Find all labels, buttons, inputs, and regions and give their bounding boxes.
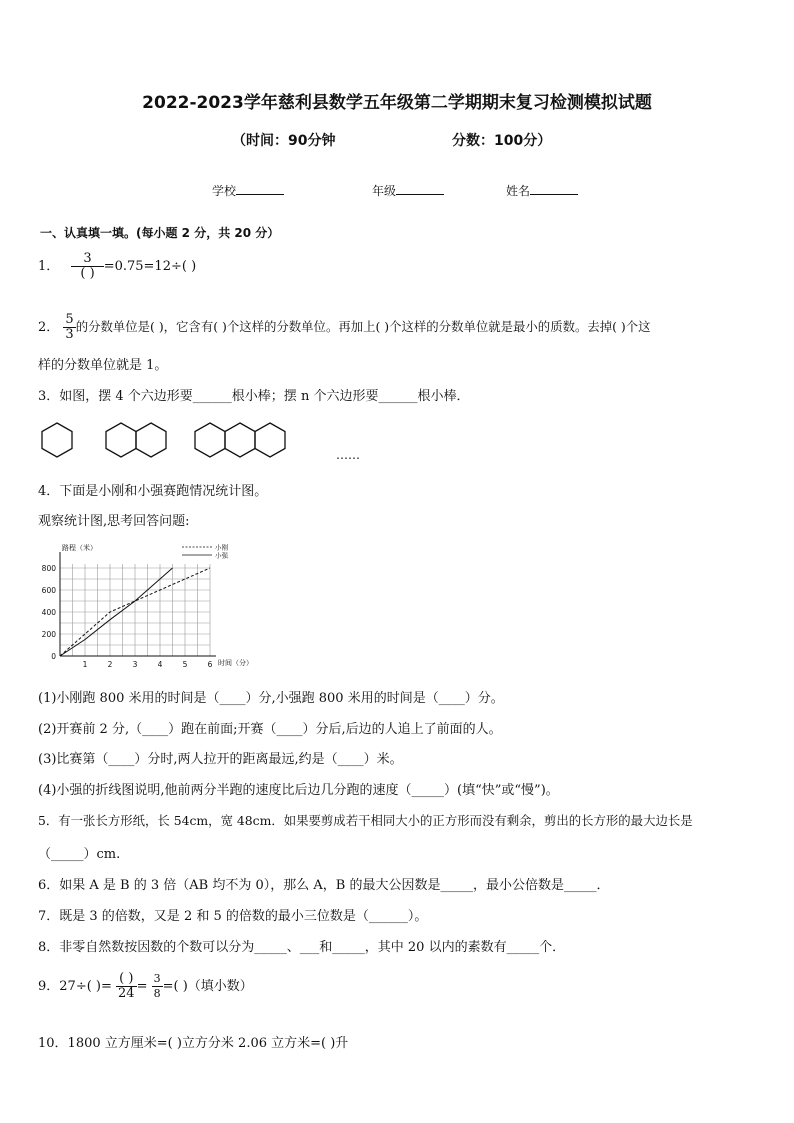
school-field	[212, 182, 284, 199]
time-info: （时间：90分钟	[232, 133, 336, 149]
chart-ticks	[42, 564, 213, 669]
y-axis-label: 路程（米）	[62, 544, 97, 552]
question-10: 10．1800 立方厘米=( )立方分米 2.06 立方米=( )升	[38, 1036, 349, 1051]
hexagon-figures	[36, 418, 296, 464]
hexagon-3c	[255, 423, 285, 457]
q9-fraction-blank	[116, 972, 137, 1001]
question-9	[38, 972, 253, 1001]
q2-rest: 的分数单位是( )，它含有( )个这样的分数单位。再加上( )个这样的分数单位就是最小的质数。去掉( )个这	[75, 319, 651, 334]
x-tick-label: 4	[157, 660, 163, 669]
question-6: 6．如果 A 是 B 的 3 倍（AB 均不为 0），那么 A，B 的最大公因数是_____，最小公倍数是_____．	[38, 878, 610, 893]
q9-equals: =	[136, 979, 148, 994]
question-5-line2: （_____）cm.	[38, 847, 121, 862]
name-field	[506, 182, 578, 199]
question-4-1: (1)小刚跑 800 米用的时间是（____）分,小强跑 800 米用的时间是（____）分。	[38, 691, 504, 706]
q9-frac-denominator: 8	[153, 987, 161, 1000]
grade-blank[interactable]	[396, 182, 444, 195]
name-label: 姓名	[506, 184, 531, 198]
q1-rest: =0.75=12÷( )	[103, 259, 197, 274]
q9-rest: =( )（填小数）	[162, 979, 253, 994]
q9-denominator: 24	[118, 986, 135, 1001]
grade-label: 年级	[372, 184, 397, 198]
section-heading: 一、认真填一填。(每小题 2 分，共 20 分）	[40, 226, 280, 240]
race-line-chart	[34, 540, 274, 670]
q9-numerator: ( )	[116, 972, 137, 987]
question-1	[38, 252, 196, 281]
question-4-4: (4)小强的折线图说明,他前两分半跑的速度比后边几分跑的速度（_____）(填“快”或“慢”)。	[38, 783, 559, 798]
hexagon-2a	[106, 423, 136, 457]
question-4-2: (2)开赛前 2 分,（____）跑在前面;开赛（____）分后,后边的人追上了前面的人。	[38, 722, 502, 737]
q1-fraction	[71, 252, 103, 281]
school-blank[interactable]	[236, 182, 284, 195]
legend-label: 小刚	[215, 543, 228, 552]
school-label: 学校	[212, 184, 237, 198]
question-2	[38, 313, 651, 342]
y-tick-label: 400	[41, 608, 56, 617]
x-tick-label: 1	[82, 660, 88, 669]
x-tick-label: 2	[107, 660, 113, 669]
name-blank[interactable]	[530, 182, 578, 195]
hexagon-1	[42, 423, 72, 457]
question-4-subtitle: 观察统计图,思考回答问题:	[38, 514, 190, 529]
question-3: 3．如图，摆 4 个六边形要______根小棒；摆 n 个六边形要______根小棒．	[38, 389, 470, 404]
hexagon-3b	[225, 423, 255, 457]
q2-fraction	[63, 313, 75, 342]
x-axis-label: 时间（分）	[218, 659, 253, 667]
q9-frac-numerator: 3	[153, 972, 161, 985]
y-tick-label: 800	[41, 564, 56, 573]
q9-part-a: 27÷( )=	[59, 979, 112, 994]
y-tick-label: 200	[41, 630, 56, 639]
chart-axes	[60, 543, 253, 667]
y-tick-label: 0	[51, 652, 56, 661]
grade-field	[372, 182, 444, 199]
legend-label: 小强	[215, 551, 228, 560]
question-4: 4．下面是小刚和小强赛跑情况统计图。	[38, 484, 268, 499]
hexagon-ellipsis: ……	[336, 448, 360, 462]
x-tick-label: 3	[132, 660, 138, 669]
question-2-line2: 样的分数单位就是 1。	[38, 358, 168, 373]
chart-legend	[182, 543, 229, 560]
question-5: 5．有一张长方形纸，长 54cm，宽 48cm．如果要剪成若干相同大小的正方形而没有剩余，剪出的长方形的最大边长是	[38, 813, 693, 828]
x-tick-label: 6	[207, 660, 213, 669]
q2-number: 2．	[38, 320, 60, 335]
q1-numerator: 3	[71, 252, 103, 267]
hexagon-3a	[195, 423, 225, 457]
score-info: 分数：100分）	[452, 133, 552, 149]
question-8: 8．非零自然数按因数的个数可以分为_____、___和_____，其中 20 以内的素数有_____个．	[38, 940, 566, 955]
question-7: 7．既是 3 的倍数，又是 2 和 5 的倍数的最小三位数是（______）。	[38, 909, 428, 924]
page-title: 2022-2023学年慈利县数学五年级第二学期期末复习检测模拟试题	[142, 93, 652, 113]
x-tick-label: 5	[182, 660, 188, 669]
q9-number: 9．	[38, 979, 60, 994]
q1-denominator: ( )	[80, 266, 95, 281]
q2-denominator: 3	[65, 327, 74, 342]
question-4-3: (3)比赛第（____）分时,两人拉开的距离最远,约是（____）米。	[38, 752, 403, 767]
q2-numerator: 5	[65, 312, 74, 327]
hexagon-2b	[136, 423, 166, 457]
q9-fraction	[152, 972, 163, 1001]
q1-number: 1．	[38, 259, 60, 274]
y-tick-label: 600	[41, 586, 56, 595]
